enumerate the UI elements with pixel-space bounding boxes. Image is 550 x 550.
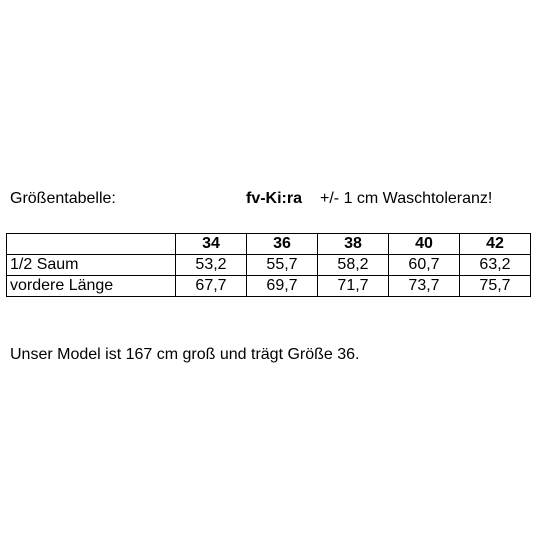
measurement-cell: 58,2 bbox=[318, 255, 389, 276]
size-header-row bbox=[7, 234, 531, 255]
measurement-cell: 55,7 bbox=[247, 255, 318, 276]
size-header-cell: 36 bbox=[247, 234, 318, 255]
measurement-cell: 53,2 bbox=[176, 255, 247, 276]
measurement-cell: 75,7 bbox=[460, 276, 531, 297]
table-row bbox=[7, 276, 531, 297]
brand-name: fv-Ki:ra bbox=[246, 190, 303, 207]
measurement-cell: 73,7 bbox=[389, 276, 460, 297]
wash-tolerance-note: +/- 1 cm Waschtoleranz! bbox=[320, 190, 493, 207]
table-row bbox=[7, 255, 531, 276]
measurement-cell: 63,2 bbox=[460, 255, 531, 276]
measurement-cell: 60,7 bbox=[389, 255, 460, 276]
size-header-cell: 42 bbox=[460, 234, 531, 255]
size-chart-title: Größentabelle: bbox=[10, 190, 116, 207]
size-header-cell: 38 bbox=[318, 234, 389, 255]
measurement-cell: 67,7 bbox=[176, 276, 247, 297]
row-label: vordere Länge bbox=[7, 276, 176, 297]
measurement-cell: 71,7 bbox=[318, 276, 389, 297]
size-header-cell: 40 bbox=[389, 234, 460, 255]
measurement-cell: 69,7 bbox=[247, 276, 318, 297]
size-header-cell: 34 bbox=[176, 234, 247, 255]
row-label: 1/2 Saum bbox=[7, 255, 176, 276]
model-size-note: Unser Model ist 167 cm groß und trägt Größe 36. bbox=[10, 346, 360, 363]
corner-cell bbox=[7, 234, 176, 255]
size-table bbox=[6, 233, 531, 297]
